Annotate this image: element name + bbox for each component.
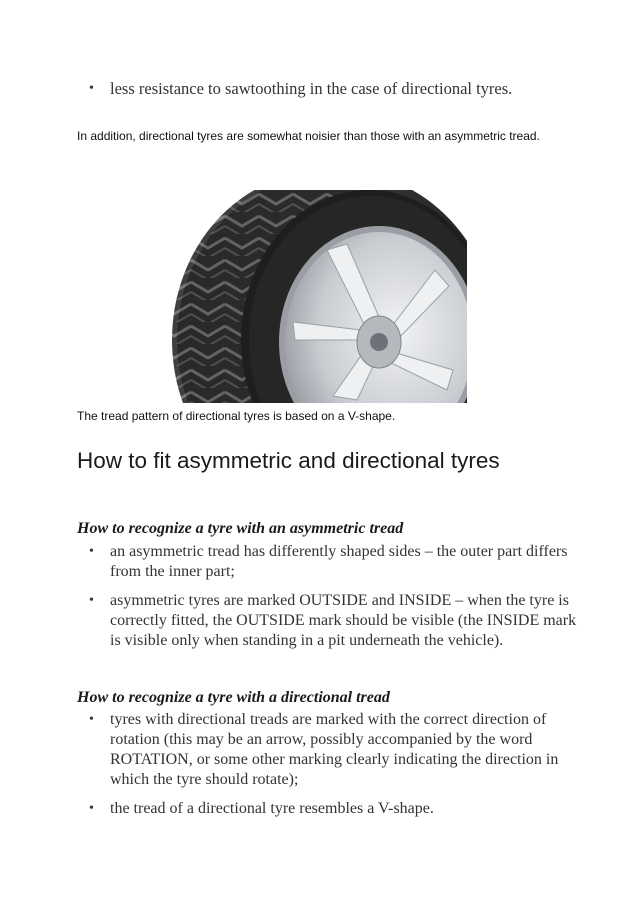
image-caption: The tread pattern of directional tyres is based on a V-shape. <box>77 409 396 423</box>
list-item: • less resistance to sawtoothing in the case of directional tyres. <box>77 78 597 100</box>
section-heading: How to fit asymmetric and directional tyres <box>77 448 500 473</box>
directional-list <box>77 710 577 828</box>
tyre-image <box>157 190 467 403</box>
list-item: • asymmetric tyres are marked OUTSIDE and INSIDE – when the tyre is correctly fitted, the OUTSIDE mark should be visible (the INSIDE mark is visible only when standing in a pit underneath the vehicle). <box>77 591 577 651</box>
list-item: • the tread of a directional tyre resembles a V-shape. <box>77 799 577 819</box>
top-bullet-list <box>77 78 597 100</box>
list-item: • an asymmetric tread has differently shaped sides – the outer part differs from the inner part; <box>77 542 577 582</box>
asymmetric-list <box>77 542 577 660</box>
subheading-asymmetric: How to recognize a tyre with an asymmetric tread <box>77 520 404 537</box>
list-item: • tyres with directional treads are marked with the correct direction of rotation (this may be an arrow, possibly accompanied by the word ROTATION, or some other marking clearly indicating the direction in which the tyre should rotate); <box>77 710 577 790</box>
intro-paragraph: In addition, directional tyres are somewhat noisier than those with an asymmetric tread. <box>77 129 540 143</box>
subheading-directional: How to recognize a tyre with a directional tread <box>77 689 390 706</box>
